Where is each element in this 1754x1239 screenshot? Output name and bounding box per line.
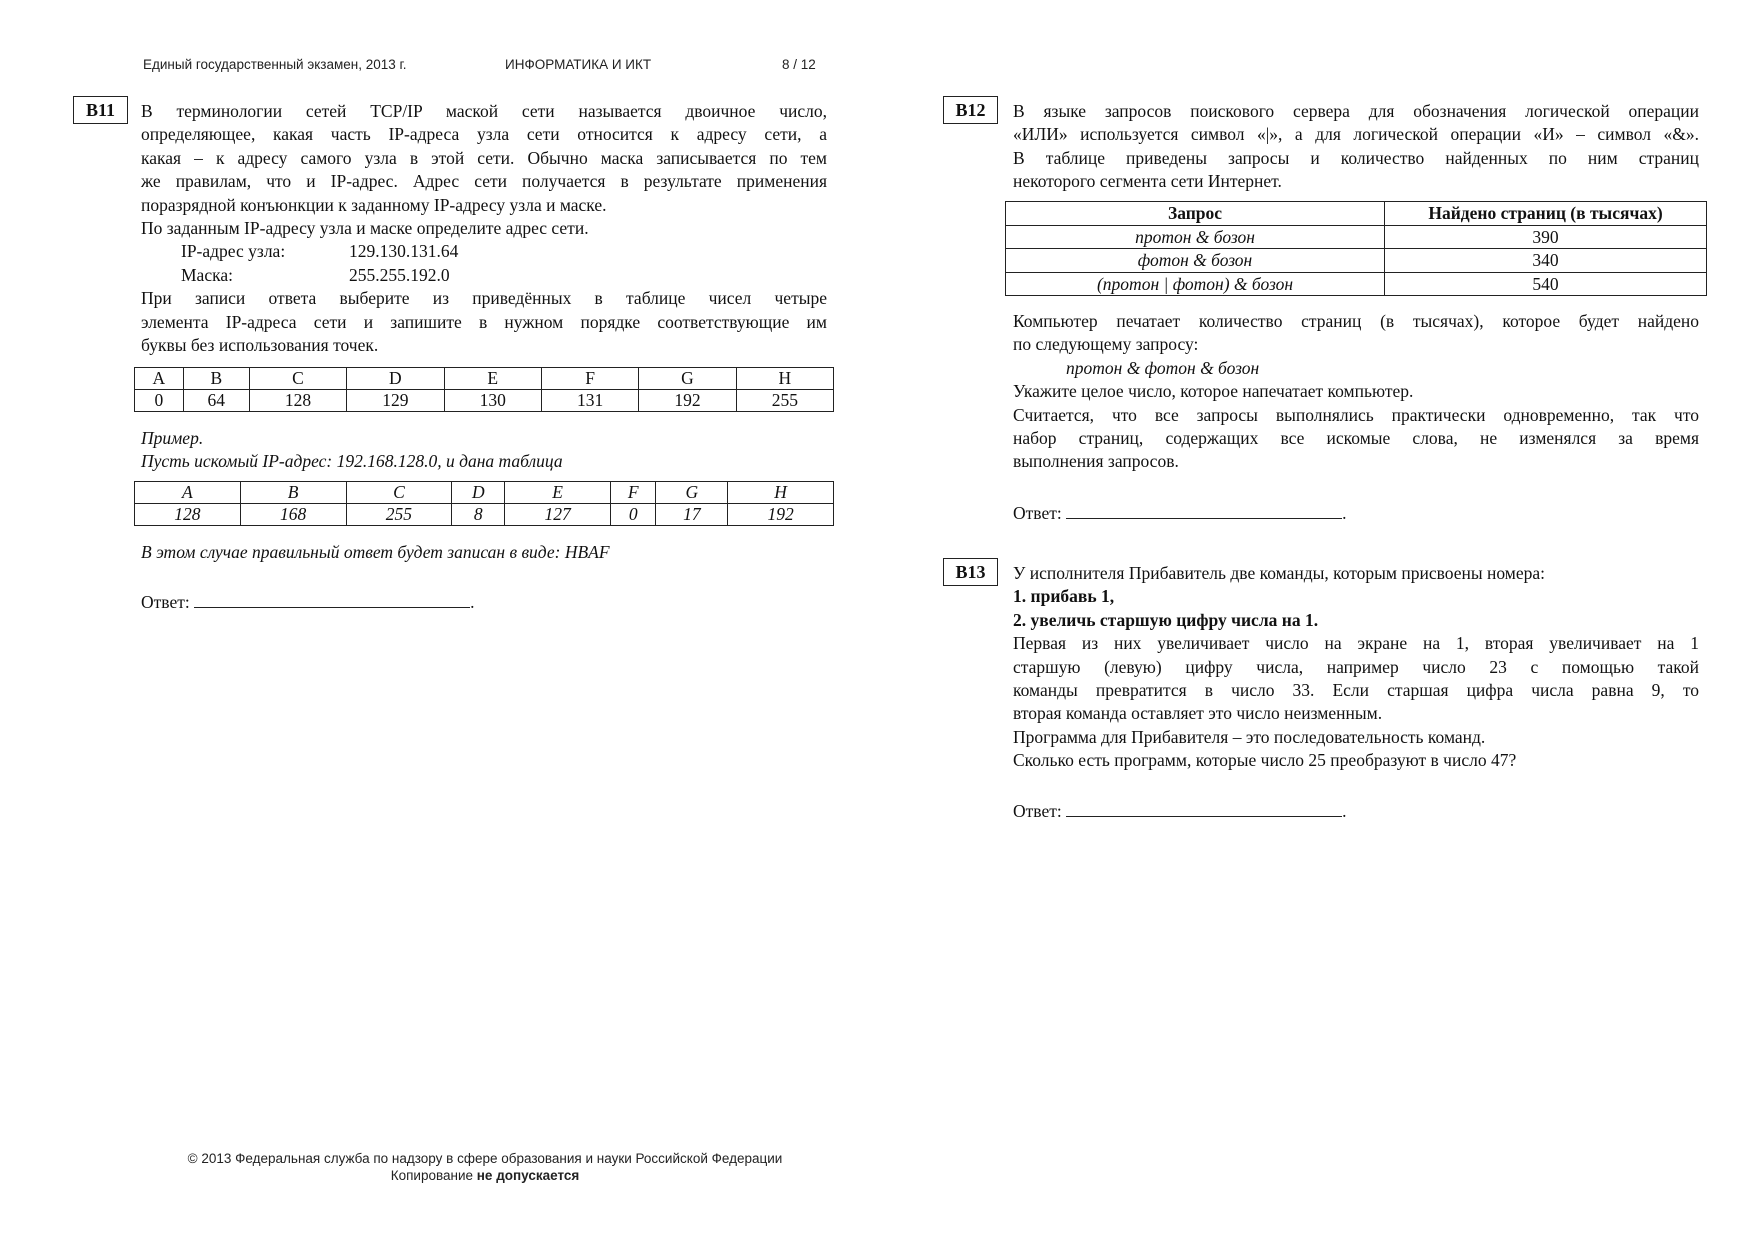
b12-p3: Укажите целое число, которое напечатает компьютер.	[1013, 381, 1414, 402]
example-text: Пусть искомый IP-адрес: 192.168.128.0, и дана таблица	[141, 451, 563, 472]
table-cell: 131	[541, 390, 638, 412]
footer-copy-forbidden: не допускается	[476, 1168, 580, 1183]
example-title: Пример.	[141, 428, 204, 448]
table-cell: 130	[444, 390, 541, 412]
b11-instruction-line: элемента IP-адреса сети и запишите в нужном порядке соответствующие им	[141, 311, 827, 332]
table-row	[135, 368, 834, 390]
table-cell: B	[183, 368, 249, 390]
b11-intro-line: определяющее, какая часть IP-адреса узла сети относится к адресу сети, а	[141, 124, 827, 145]
table-row	[1006, 272, 1707, 296]
b12-query: протон & фотон & бозон	[1066, 357, 1260, 378]
b13-p3: Сколько есть программ, которые число 25 преобразуют в число 47?	[1013, 750, 1517, 771]
ip-label: IP-адрес узла:	[181, 241, 286, 262]
table-cell: H	[728, 482, 834, 504]
b13-p-line: команды превратится в число 33. Если старшая цифра числа равна 9, то	[1013, 680, 1699, 701]
table-cell: 255	[346, 504, 452, 526]
task-label-b12: B12	[943, 96, 998, 124]
table-header-row	[1006, 202, 1707, 226]
b11-answer-row: Ответ: .	[141, 592, 475, 612]
b12-intro-line: некоторого сегмента сети Интернет.	[1013, 171, 1282, 192]
b12-p4-line: выполнения запросов.	[1013, 451, 1179, 472]
b13-p-line: вторая команда оставляет это число неизменным.	[1013, 703, 1383, 724]
b12-intro-line: В языке запросов поискового сервера для обозначения логической операции	[1013, 101, 1699, 121]
table-cell: F	[611, 482, 656, 504]
header-subject: ИНФОРМАТИКА И ИКТ	[505, 57, 652, 72]
table-cell: 255	[736, 390, 833, 412]
table-row	[135, 482, 834, 504]
table-cell: C	[249, 368, 346, 390]
task-label-b13: B13	[943, 558, 998, 586]
b12-p4-line: набор страниц, содержащих все искомые слова, не изменялся за время	[1013, 428, 1699, 449]
task-b13	[1013, 562, 1699, 773]
mask-value: 255.255.192.0	[349, 264, 450, 285]
b13-p-line: Первая из них увеличивает число на экране на 1, вторая увеличивает на 1	[1013, 633, 1699, 654]
table-header: Найдено страниц (в тысячах)	[1385, 202, 1707, 226]
table-cell: A	[135, 368, 184, 390]
footer-copyright: © 2013 Федеральная служба по надзору в сфере образования и науки Российской Федерации	[187, 1151, 783, 1166]
header-page-number: 8 / 12	[782, 57, 816, 72]
b11-mask-row	[141, 264, 827, 287]
answer-label: Ответ:	[1013, 801, 1062, 821]
table-cell: 128	[249, 390, 346, 412]
table-row	[135, 390, 834, 412]
table-header: Запрос	[1006, 202, 1385, 226]
query-cell: (протон | фотон) & бозон	[1006, 272, 1385, 296]
b11-ip-row	[141, 240, 827, 263]
table-cell: 192	[728, 504, 834, 526]
footer-copy-word: Копирование	[390, 1168, 474, 1183]
b12-answer-row: Ответ: .	[1013, 503, 1347, 523]
b11-intro-line: какая – к адресу самого узла в этой сети. Обычно маска записывается по тем	[141, 147, 827, 168]
table-cell: D	[347, 368, 444, 390]
table-cell: 128	[135, 504, 241, 526]
query-cell: протон & бозон	[1006, 225, 1385, 249]
table-cell: 64	[183, 390, 249, 412]
b11-example-table	[134, 481, 834, 526]
table-cell: 0	[611, 504, 656, 526]
count-cell: 390	[1385, 225, 1707, 249]
table-cell: G	[639, 368, 736, 390]
answer-field-b13[interactable]	[1066, 800, 1342, 817]
task-b11	[141, 100, 827, 357]
b11-instruction-line: При записи ответа выберите из приведённых в таблице чисел четыре	[141, 288, 827, 309]
b12-body	[1013, 310, 1699, 474]
table-cell: 168	[240, 504, 346, 526]
b12-p4-line: Считается, что все запросы выполнялись практически одновременно, так что	[1013, 404, 1699, 425]
b11-intro-line: поразрядной конъюнкции к заданному IP-адресу узла и маске.	[141, 194, 607, 215]
footer-copy-notice	[120, 1168, 850, 1183]
table-row	[1006, 225, 1707, 249]
b13-line1: У исполнителя Прибавитель две команды, которым присвоены номера:	[1013, 563, 1545, 583]
example-table	[134, 481, 834, 526]
answer-label: Ответ:	[1013, 503, 1062, 523]
answer-label: Ответ:	[141, 592, 190, 612]
table-cell: 8	[452, 504, 505, 526]
count-cell: 540	[1385, 272, 1707, 296]
table-cell: F	[541, 368, 638, 390]
task-b12	[1013, 100, 1699, 194]
table-cell: 127	[505, 504, 611, 526]
b12-p2-line: по следующему запросу:	[1013, 334, 1199, 355]
answer-field-b12[interactable]	[1066, 502, 1342, 519]
mask-label: Маска:	[181, 264, 233, 285]
b12-p2-line: Компьютер печатает количество страниц (в тысячах), которое будет найдено	[1013, 311, 1699, 331]
b13-p-line: старшую (левую) цифру числа, например число 23 с помощью такой	[1013, 656, 1699, 677]
b12-query-table	[1005, 201, 1707, 296]
query-table	[1005, 201, 1707, 296]
example-result: В этом случае правильный ответ будет записан в виде: HBAF	[141, 542, 610, 562]
table-cell: E	[505, 482, 611, 504]
table-cell: 129	[347, 390, 444, 412]
task-label-b11: B11	[73, 96, 128, 124]
b12-intro-line: В таблице приведены запросы и количество найденных по ним страниц	[1013, 147, 1699, 168]
answer-field-b11[interactable]	[194, 591, 470, 608]
b11-instruction-line: буквы без использования точек.	[141, 335, 379, 356]
table-cell: B	[240, 482, 346, 504]
table-cell: E	[444, 368, 541, 390]
b12-intro-line: «ИЛИ» используется символ «|», а для логической операции «И» – символ «&».	[1013, 124, 1699, 145]
table-cell: D	[452, 482, 505, 504]
b11-intro-line: В терминологии сетей TCP/IP маской сети называется двоичное число,	[141, 101, 827, 121]
table-cell: A	[135, 482, 241, 504]
header-exam-title: Единый государственный экзамен, 2013 г.	[143, 57, 407, 72]
b13-p2: Программа для Прибавителя – это последовательность команд.	[1013, 726, 1486, 747]
b11-task: По заданным IP-адресу узла и маске определите адрес сети.	[141, 218, 589, 239]
table-cell: 17	[656, 504, 728, 526]
b13-answer-row: Ответ: .	[1013, 801, 1347, 821]
table-cell: G	[656, 482, 728, 504]
table-cell: C	[346, 482, 452, 504]
query-cell: фотон & бозон	[1006, 249, 1385, 273]
b11-intro-line: же правилам, что и IP-адрес. Адрес сети получается в результате применения	[141, 171, 827, 192]
table-row	[135, 504, 834, 526]
table-cell: 192	[639, 390, 736, 412]
count-cell: 340	[1385, 249, 1707, 273]
table-cell: 0	[135, 390, 184, 412]
b11-number-table	[134, 367, 834, 412]
ip-value: 129.130.131.64	[349, 241, 459, 262]
table-cell: H	[736, 368, 833, 390]
b13-command-1: 1. прибавь 1,	[1013, 586, 1115, 607]
b13-command-2: 2. увеличь старшую цифру числа на 1.	[1013, 609, 1319, 630]
b11-table	[134, 367, 834, 412]
table-row	[1006, 249, 1707, 273]
b11-example	[141, 427, 827, 474]
